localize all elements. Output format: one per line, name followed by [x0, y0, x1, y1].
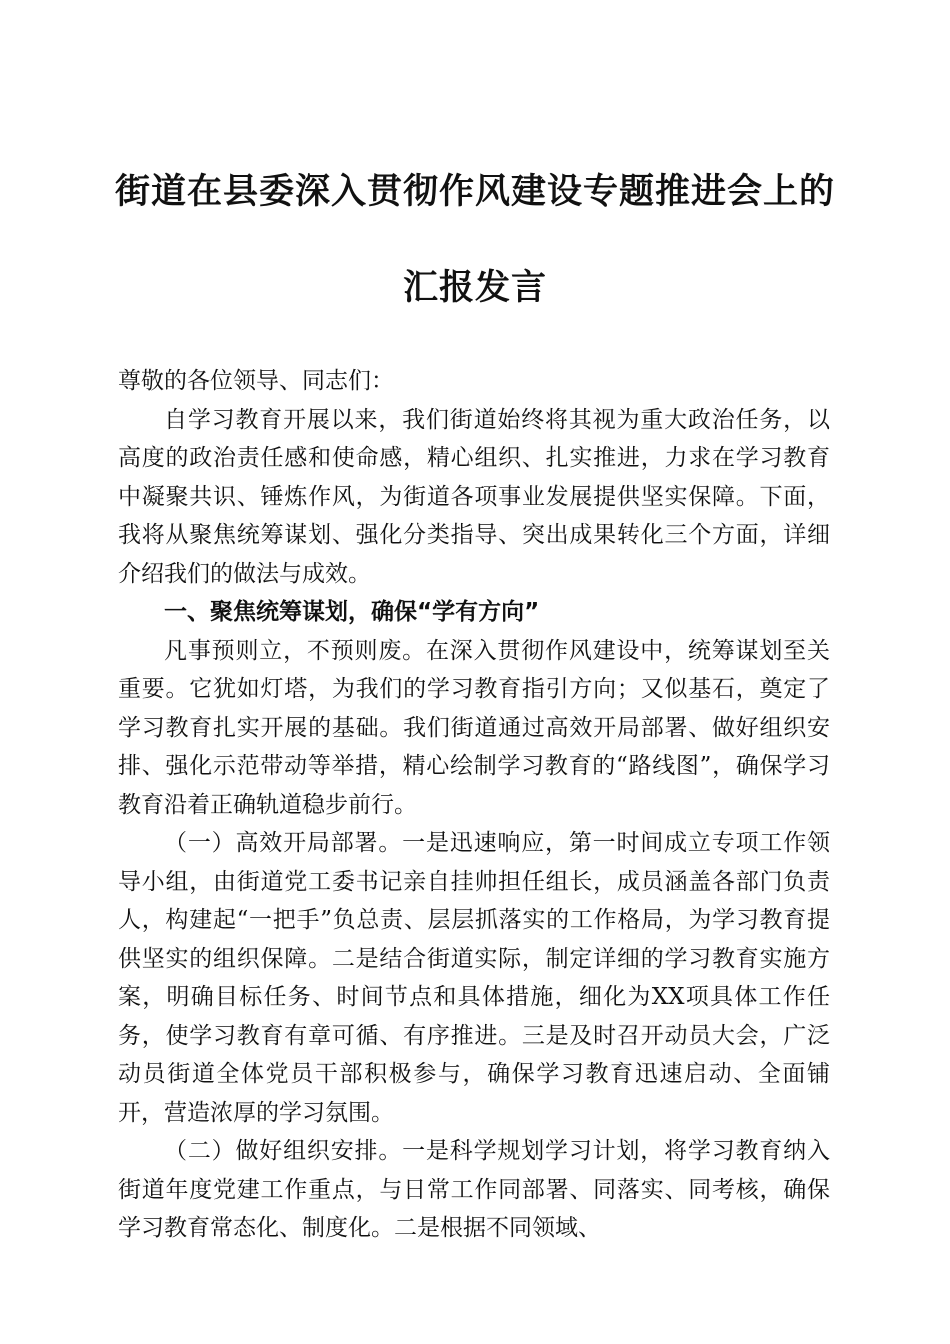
subsection-1-paragraph: （一）高效开局部署。一是迅速响应，第一时间成立专项工作领导小组，由街道党工委书记亲自挂帅担任组长，成员涵盖各部门负责人，构建起“一把手”负总责、层层抓落实的工作格局，为学习教育提供坚实的组织保障。二是结合街道实际，制定详细的学习教育实施方案，明确目标任务、时间节点和具体措施，细化为XX项具体工作任务，使学习教育有章可循、有序推进。三是及时召开动员大会，广泛动员街道全体党员干部积极参与，确保学习教育迅速启动、全面铺开，营造浓厚的学习氛围。 [118, 830, 830, 1126]
subsection-2-paragraph: （二）做好组织安排。一是科学规划学习计划，将学习教育纳入街道年度党建工作重点，与日常工作同部署、同落实、同考核，确保学习教育常态化、制度化。二是根据不同领域、 [118, 1138, 830, 1241]
section-1-intro-paragraph: 凡事预则立，不预则废。在深入贯彻作风建设中，统筹谋划至关重要。它犹如灯塔，为我们的学习教育指引方向；又似基石，奠定了学习教育扎实开展的基础。我们街道通过高效开局部署、做好组织安排、强化示范带动等举措，精心绘制学习教育的“路线图”，确保学习教育沿着正确轨道稳步前行。 [118, 637, 830, 818]
intro-paragraph: 自学习教育开展以来，我们街道始终将其视为重大政治任务，以高度的政治责任感和使命感，精心组织、扎实推进，力求在学习教育中凝聚共识、锤炼作风，为街道各项事业发展提供坚实保障。下面，我将从聚焦统筹谋划、强化分类指导、突出成果转化三个方面，详细介绍我们的做法与成效。 [118, 406, 830, 587]
document-title-line-2: 汇报发言 [402, 268, 547, 308]
document-title-line-1: 街道在县委深入贯彻作风建设专题推进会上的 [114, 172, 835, 212]
document-body [118, 362, 830, 1248]
section-1-heading: 一、聚焦统筹谋划，确保“学有方向” [164, 599, 540, 625]
salutation: 尊敬的各位领导、同志们： [118, 368, 394, 394]
